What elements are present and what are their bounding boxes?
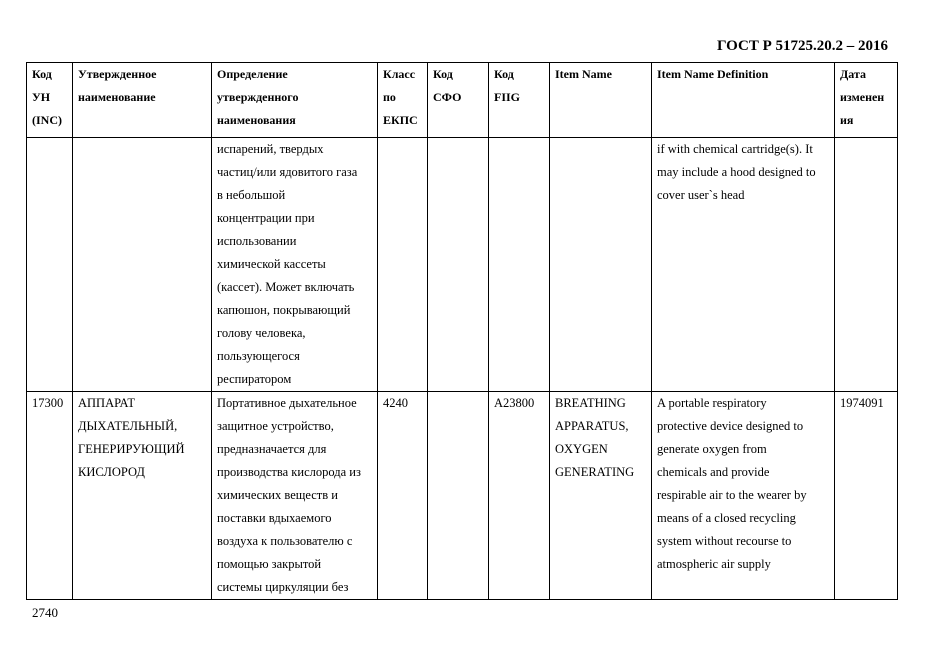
cell-fiig: A23800 <box>489 392 550 600</box>
cell-item-definition: A portable respiratory protective device designed to generate oxygen from chemicals and provide respirable air to the wearer by means of a closed recycling system without recourse to atmospheric air supply <box>652 392 835 600</box>
page-number: 2740 <box>32 605 58 620</box>
cell-date: 1974091 <box>835 392 898 600</box>
cell-definition-ru: Портативное дыхательное защитное устройство, предназначается для производства кислорода из химических веществ и поставки вдыхаемого воздуха к пользователю с помощью закрытой системы циркуляции без <box>212 392 378 600</box>
col-header-item-definition: Item Name Definition <box>652 63 835 138</box>
table-row <box>27 392 898 600</box>
cell-date <box>835 138 898 392</box>
col-header-approved-name: Утвержденное наименование <box>73 63 212 138</box>
cell-ekps <box>378 138 428 392</box>
catalog-table <box>26 62 898 600</box>
cell-item-name: BREATHING APPARATUS, OXYGEN GENERATING <box>550 392 652 600</box>
cell-fiig <box>489 138 550 392</box>
cell-approved-name: АППАРАТ ДЫХАТЕЛЬНЫЙ, ГЕНЕРИРУЮЩИЙ КИСЛОРОД <box>73 392 212 600</box>
cell-sfo <box>428 138 489 392</box>
col-header-sfo: Код СФО <box>428 63 489 138</box>
col-header-date: Дата изменен ия <box>835 63 898 138</box>
col-header-item-name: Item Name <box>550 63 652 138</box>
col-header-fiig: Код FIIG <box>489 63 550 138</box>
cell-approved-name <box>73 138 212 392</box>
col-header-definition: Определение утвержденного наименования <box>212 63 378 138</box>
cell-sfo <box>428 392 489 600</box>
table-header-row <box>27 63 898 138</box>
cell-item-definition: if with chemical cartridge(s). It may include a hood designed to cover user`s head <box>652 138 835 392</box>
col-header-inc: Код УН (INC) <box>27 63 73 138</box>
table-row <box>27 138 898 392</box>
cell-ekps: 4240 <box>378 392 428 600</box>
document-header: ГОСТ Р 51725.20.2 – 2016 <box>716 38 888 54</box>
cell-item-name <box>550 138 652 392</box>
cell-inc: 17300 <box>27 392 73 600</box>
col-header-ekps: Класс по ЕКПС <box>378 63 428 138</box>
cell-definition-ru: испарений, твердых частиц/или ядовитого газа в небольшой концентрации при использовании химической кассеты (кассет). Может включать капюшон, покрывающий голову человека, пользующегося респиратором <box>212 138 378 392</box>
cell-inc <box>27 138 73 392</box>
